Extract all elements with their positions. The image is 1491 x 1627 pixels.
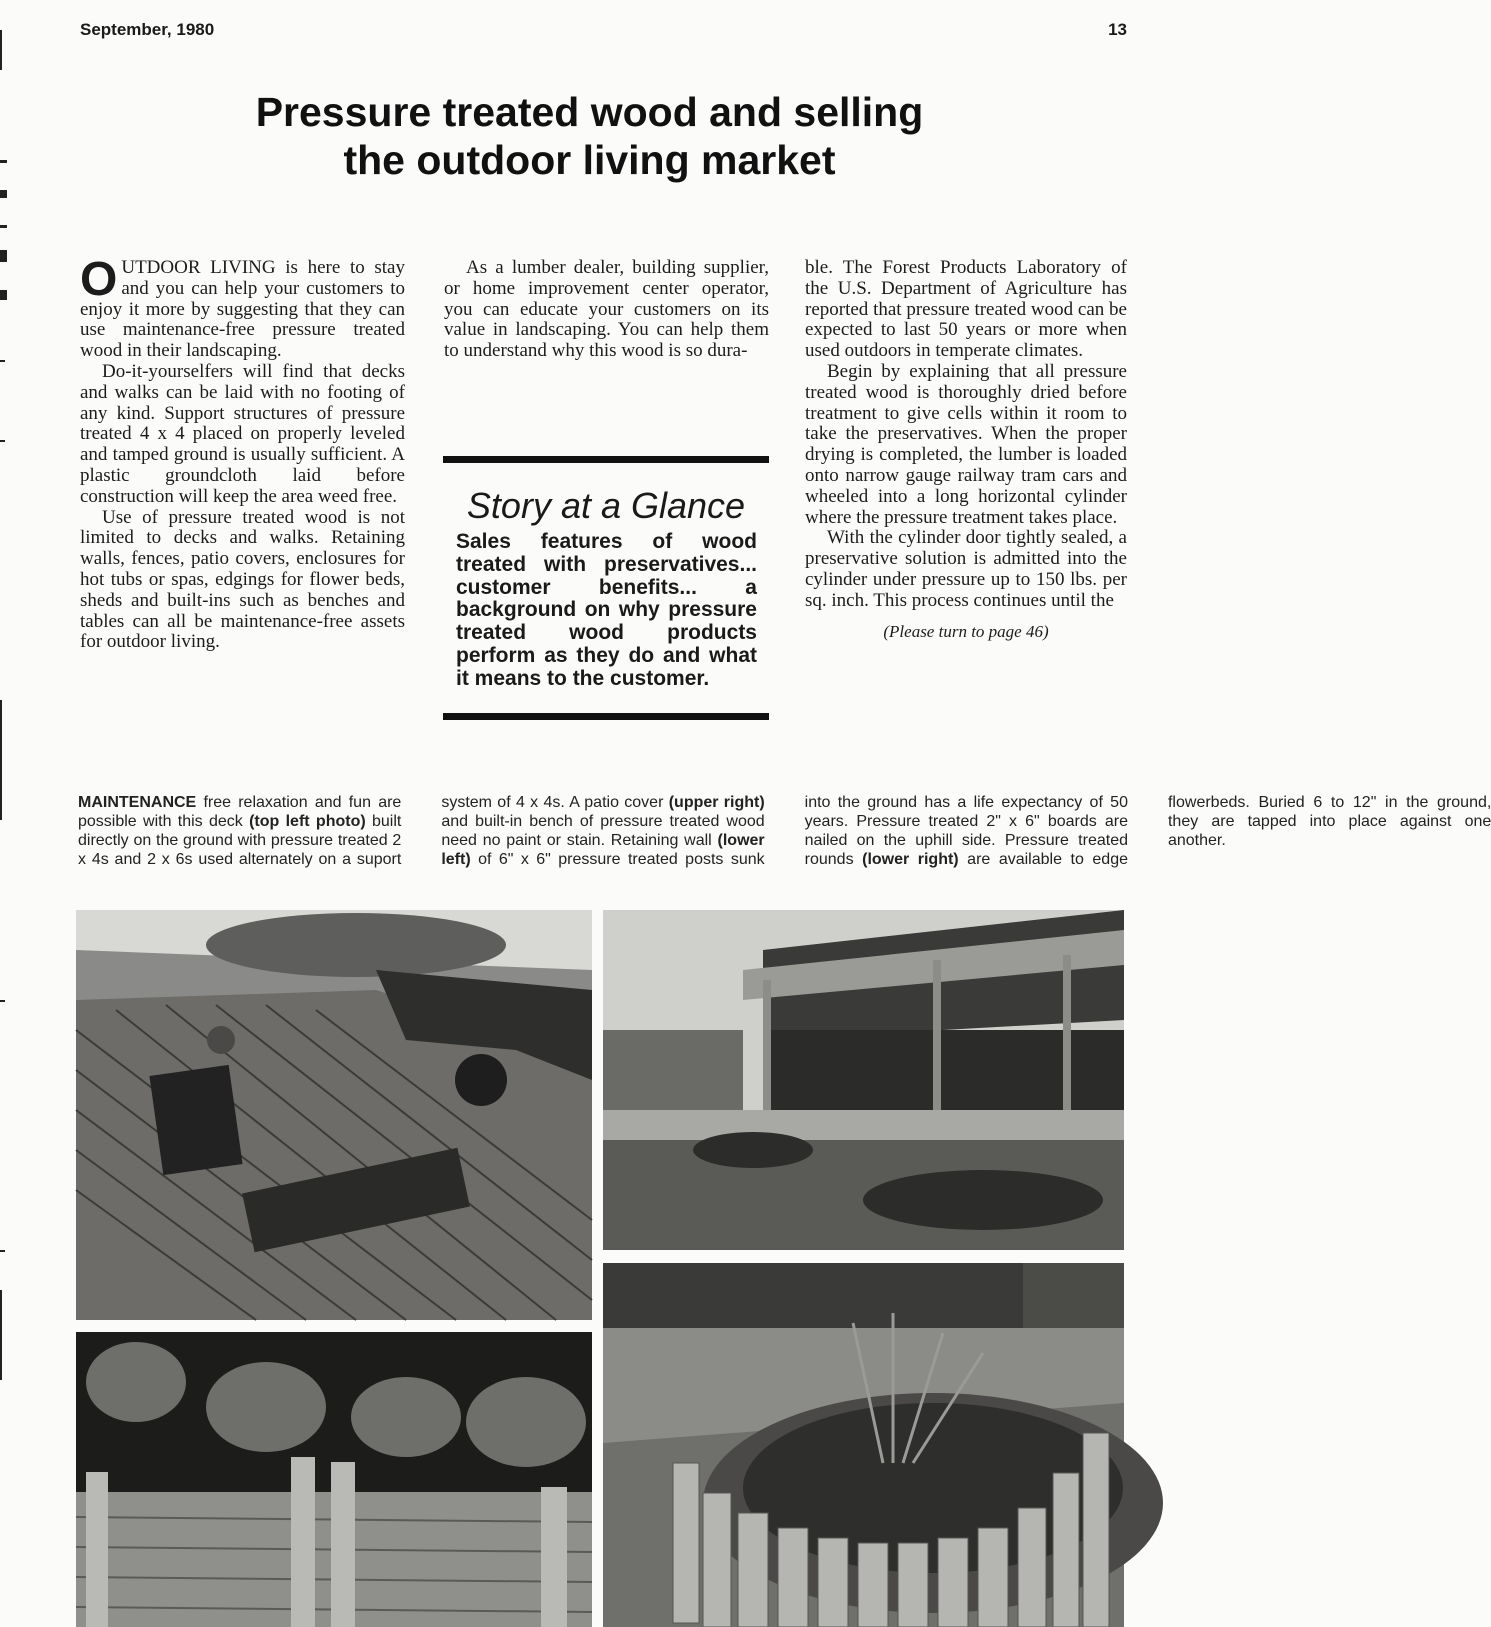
photo-patio-cover-and-bench bbox=[603, 910, 1124, 1250]
photo-flowerbed-rounds bbox=[603, 1263, 1124, 1627]
col1-paragraph-3: Use of pressure treated wood is not limited to decks and walks. Retaining walls, fences, patio covers, enclosures for hot tubs or spas, edgings for flower beds, sheds and built-ins such as benches and tables can all be maintenance-free assets for outdoor living. bbox=[80, 506, 405, 653]
glance-summary: Sales features of wood treated with preservatives... customer benefits... a background on why pressure treated wood products perform as they do and what it means to the customer. bbox=[456, 530, 757, 690]
caption-text-2: built directly on the ground with pressure treated 2 x 4s and 2 x 6s used alternately on a suport system of 4 x 4s. A patio cover bbox=[78, 794, 669, 868]
caption-text-4: of 6" x 6" pressure treated posts sunk into the ground has a life expectancy of 50 years. Pressure treated 2" x 6" boards are nailed on the uphill side. Pressure treated rounds bbox=[470, 794, 1128, 868]
caption-ref-top-left: (top left photo) bbox=[249, 813, 366, 830]
caption-ref-lower-left: (lower left) bbox=[441, 832, 765, 868]
col2-paragraph-1: As a lumber dealer, building supplier, or home improvement center operator, you can educate your customers on its value in landscaping. You can help them to understand why this wood is so dura- bbox=[444, 257, 769, 362]
issue-date: September, 1980 bbox=[80, 20, 215, 39]
title-line-2: the outdoor living market bbox=[343, 137, 836, 183]
col1-paragraph-1: UTDOOR LIVING is here to stay and you can help your customers to enjoy it more by suggesting that they can use maintenance-free pressure treated wood in their landscaping. bbox=[80, 257, 405, 362]
caption-ref-lower-right: (lower right) bbox=[862, 851, 959, 868]
article-column-3 bbox=[805, 258, 1127, 642]
glance-top-rule bbox=[443, 456, 769, 463]
glance-title: Story at a Glance bbox=[466, 485, 746, 526]
binding-edge-marks bbox=[0, 0, 9, 1627]
photo-caption bbox=[78, 793, 1491, 873]
col3-paragraph-3: With the cylinder door tightly sealed, a preservative solution is admitted into the cylinder under pressure up to 150 lbs. per sq. inch. This process continues until the bbox=[805, 527, 1127, 611]
caption-text-1: free relaxation and fun are possible with this deck bbox=[78, 794, 402, 830]
col3-paragraph-2: Begin by explaining that all pressure treated wood is thoroughly dried before treatment to give cells within it room to take the preservatives. When the proper drying is completed, the lumber is loaded onto narrow gauge railway tram cars and wheeled into a long horizontal cylinder where the pressure treatment takes place. bbox=[805, 360, 1127, 528]
photo-retaining-wall-posts bbox=[76, 1332, 592, 1627]
caption-text-3: and built-in bench of pressure treated wood need no paint or stain. Retaining wall bbox=[441, 813, 765, 849]
story-at-a-glance-box bbox=[443, 456, 769, 720]
caption-lead: MAINTENANCE bbox=[78, 794, 197, 811]
col1-paragraph-2: Do-it-yourselfers will find that decks and walks can be laid with no footing of any kind. Support structures of pressure treated 4 x 4 placed on properly leveled and tamped ground is usually sufficient. A plastic groundcloth laid before construction will keep the area weed free. bbox=[80, 360, 405, 507]
photo-deck-with-lounge-chairs bbox=[76, 910, 592, 1320]
drop-cap: O bbox=[80, 253, 118, 306]
title-line-1: Pressure treated wood and selling bbox=[255, 89, 924, 135]
glance-bottom-rule bbox=[443, 713, 769, 720]
page-number: 13 bbox=[1108, 20, 1127, 39]
article-column-1 bbox=[80, 253, 405, 653]
article-column-2 bbox=[444, 258, 769, 362]
caption-text-5: are available to edge flowerbeds. Buried 6 to 12" in the ground, they are tapped into place against one another. bbox=[958, 794, 1491, 868]
article-title bbox=[0, 88, 1179, 184]
continued-notice: (Please turn to page 46) bbox=[883, 621, 1049, 641]
caption-ref-upper-right: (upper right) bbox=[668, 794, 765, 811]
col3-paragraph-1: ble. The Forest Products Laboratory of the U.S. Department of Agriculture has reported that pressure treated wood can be expected to last 50 years or more when used outdoors in temperate climates. bbox=[805, 257, 1127, 362]
